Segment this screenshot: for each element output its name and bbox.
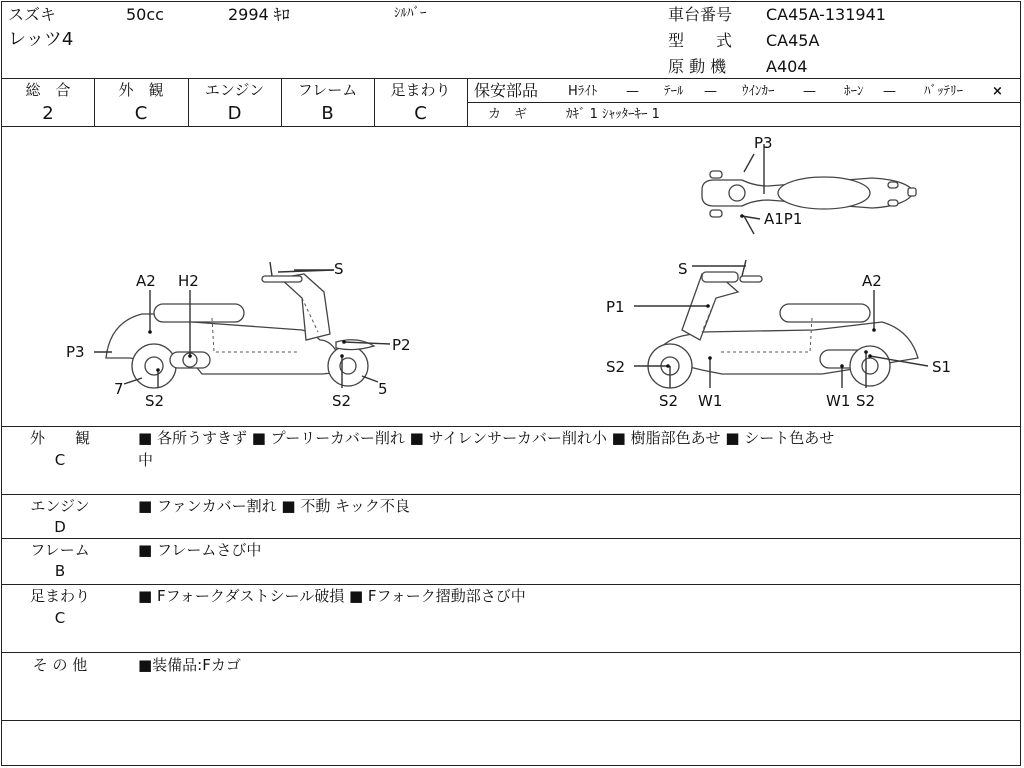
label-left-s: S (334, 260, 344, 278)
scooter-right-view (634, 260, 928, 388)
label-left-s2-front: S2 (332, 392, 352, 410)
label-right-s2-side: S2 (606, 358, 626, 376)
color: ｼﾙﾊﾞｰ (394, 6, 427, 21)
safety-item-battery: ﾊﾞｯﾃﾘｰ (924, 84, 963, 99)
divider (2, 78, 1020, 79)
safety-label: 保安部品 (474, 81, 539, 100)
label-top-a1p1: A1P1 (764, 210, 803, 228)
damage-diagram (2, 126, 1022, 426)
label-right-s2-rear: S2 (856, 392, 876, 410)
score-value-suspension: C (414, 103, 427, 124)
score-value-frame: B (321, 103, 334, 124)
remark-label-engine: エンジン (30, 497, 90, 515)
label-right-p1: P1 (606, 298, 625, 316)
score-label-frame: フレーム (297, 81, 358, 99)
remark-text-exterior: ■ 各所うすきず ■ プーリーカバー削れ ■ サイレンサーカバー削れ小 ■ 樹脂部色あせ ■ シート色あせ (138, 429, 835, 447)
label-right-s2-front: S2 (659, 392, 679, 410)
safety-status-tail: — (704, 84, 717, 99)
label-top-p3: P3 (754, 134, 773, 152)
label-left-s2-rear: S2 (145, 392, 165, 410)
score-label-engine: エンジン (204, 81, 265, 99)
maker: スズキ (8, 5, 57, 24)
label-left-5: 5 (378, 380, 388, 398)
remark-text-engine: ■ ファンカバー割れ ■ 不動 キック不良 (138, 497, 410, 515)
score-value-engine: D (227, 103, 242, 124)
label-left-p3: P3 (66, 343, 85, 361)
remark-text-suspension: ■ Fフォークダストシール破損 ■ Fフォーク摺動部さび中 (138, 587, 526, 605)
model-code-label: 型 式 (668, 31, 733, 50)
safety-item-headlight: Hﾗｲﾄ (568, 84, 598, 99)
score-value-exterior: C (134, 103, 148, 124)
displacement: 50cc (126, 5, 164, 24)
key-value: ｶｷﾞ 1 ｼｬｯﾀｰｷｰ 1 (566, 107, 660, 122)
label-right-w1-front: W1 (698, 392, 723, 410)
safety-item-horn: ﾎｰﾝ (844, 84, 864, 99)
remark-label-exterior: 外 観 (29, 429, 90, 447)
safety-status-battery: × (992, 84, 1003, 99)
remark-grade-engine: D (54, 518, 66, 536)
label-right-s: S (678, 260, 688, 278)
safety-status-headlight: — (626, 84, 639, 99)
inspection-sheet (1, 1, 1021, 766)
label-right-s1: S1 (932, 358, 952, 376)
remark-text-frame: ■ フレームさび中 (138, 541, 262, 559)
safety-status-winker: — (803, 84, 816, 99)
remark-text-other: ■装備品:Fカゴ (138, 656, 241, 674)
model-name: レッツ4 (8, 29, 74, 50)
model-code: CA45A (766, 31, 820, 50)
remark-text-exterior-cont: 中 (138, 451, 154, 469)
label-right-a2: A2 (862, 272, 882, 290)
engine-label: 原 動 機 (668, 57, 727, 76)
mileage: 2994 ｷﾛ (228, 5, 290, 24)
score-label-overall: 総 合 (25, 81, 71, 99)
label-right-w1-rear: W1 (826, 392, 851, 410)
score-label-suspension: 足まわり (390, 81, 451, 99)
label-left-h2: H2 (178, 272, 199, 290)
label-left-7: 7 (114, 380, 124, 398)
remark-grade-exterior: C (54, 451, 66, 469)
safety-item-tail: ﾃｰﾙ (664, 84, 684, 99)
score-value-overall: 2 (42, 103, 54, 124)
safety-item-winker: ｳｲﾝｶｰ (742, 84, 775, 99)
remark-grade-frame: B (54, 562, 66, 580)
safety-status-horn: — (883, 84, 896, 99)
frame-no-label: 車台番号 (668, 5, 733, 24)
remark-label-suspension: 足まわり (29, 587, 90, 605)
remark-grade-suspension: C (54, 609, 66, 627)
frame-no: CA45A-131941 (766, 5, 886, 24)
score-label-exterior: 外 観 (118, 81, 164, 99)
key-label: カ ギ (488, 107, 528, 122)
engine-code: A404 (766, 57, 808, 76)
label-left-a2: A2 (136, 272, 156, 290)
remark-label-other: そ の 他 (32, 656, 88, 674)
remark-label-frame: フレーム (30, 541, 90, 559)
label-left-p2: P2 (392, 336, 411, 354)
scooter-top-view (702, 144, 916, 234)
